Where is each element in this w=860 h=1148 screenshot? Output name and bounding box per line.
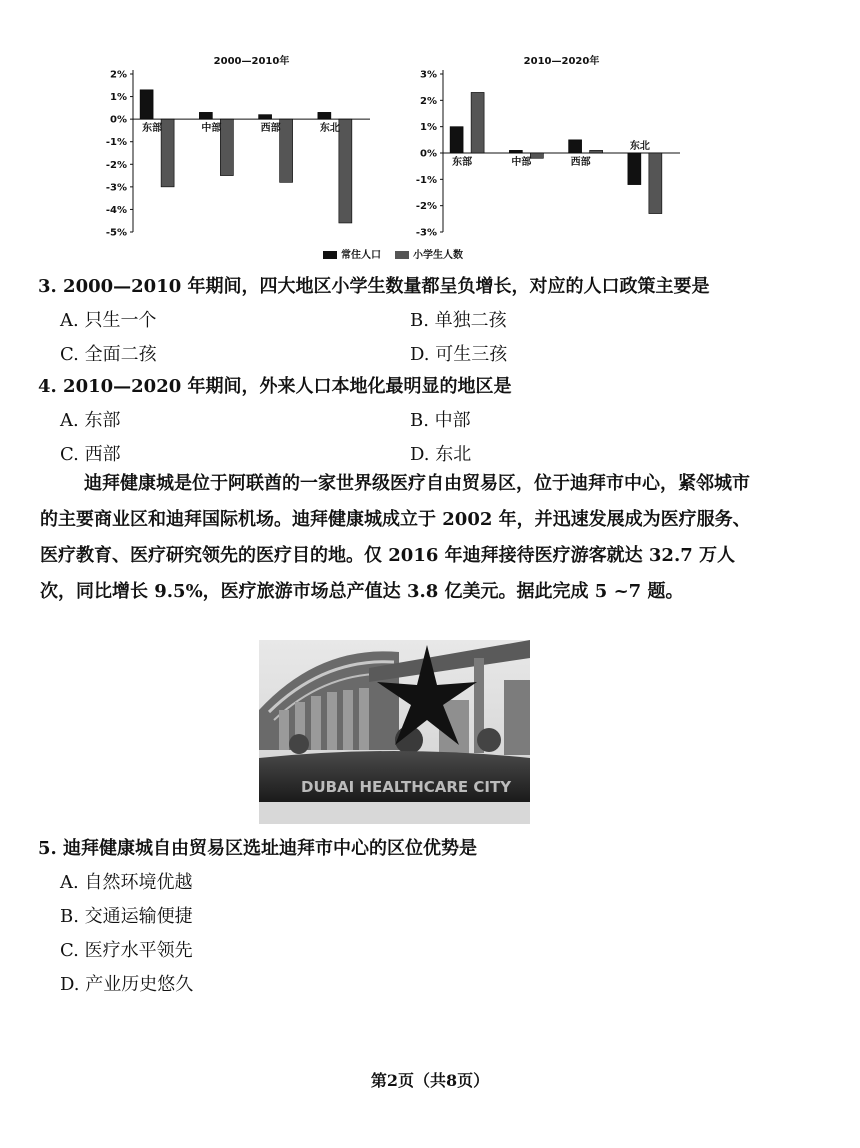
question-3-stem: 3. 2000—2010 年期间，四大地区小学生数量都呈负增长，对应的人口政策主要是	[38, 276, 710, 297]
category-label-west: 西部	[260, 123, 281, 135]
legend-label-pupils: 小学生人数	[413, 250, 463, 261]
bar-northeast-resident	[628, 153, 641, 185]
y-tick-label: -1%	[105, 137, 127, 149]
bar-central-pupils	[530, 153, 543, 158]
y-tick-label: -4%	[105, 204, 127, 216]
bar-east-pupils	[471, 92, 484, 153]
y-tick-label: -2%	[105, 159, 127, 171]
chart-title: 2010—2020年	[523, 56, 600, 67]
y-tick-label: 1%	[110, 92, 127, 104]
dubai-healthcare-city-photo	[259, 640, 530, 824]
q3-option-d[interactable]: D. 可生三孩	[410, 344, 508, 365]
q4-option-d[interactable]: D. 东北	[410, 444, 472, 465]
y-tick-label: 2%	[420, 95, 437, 107]
q5-option-a[interactable]: A. 自然环境优越	[60, 872, 193, 893]
question-4-stem: 4. 2010—2020 年期间，外来人口本地化最明显的地区是	[38, 376, 512, 397]
y-tick-label: -3%	[415, 227, 437, 239]
chart-2000-2010	[95, 52, 380, 242]
y-tick-label: -1%	[415, 174, 437, 186]
bar-northeast-pupils	[339, 119, 352, 223]
bar-northeast-pupils	[649, 153, 662, 214]
q5-option-c[interactable]: C. 医疗水平领先	[60, 940, 193, 961]
bar-west-resident	[259, 115, 272, 120]
category-label-northeast: 东北	[629, 141, 650, 152]
bar-northeast-resident	[318, 112, 331, 119]
legend-swatch-resident	[323, 251, 337, 259]
q3-option-a[interactable]: A. 只生一个	[60, 310, 157, 331]
q4-option-b[interactable]: B. 中部	[410, 410, 471, 431]
chart-2000-2010-svg	[95, 52, 380, 242]
y-tick-label: -3%	[105, 182, 127, 194]
chart-title: 2000—2010年	[213, 56, 290, 67]
bar-east-pupils	[161, 119, 174, 187]
bar-central-resident	[509, 150, 522, 153]
y-tick-label: 2%	[110, 69, 127, 81]
y-tick-label: -5%	[105, 227, 127, 239]
q3-option-c[interactable]: C. 全面二孩	[60, 344, 157, 365]
category-label-northeast: 东北	[319, 123, 340, 135]
q5-option-d[interactable]: D. 产业历史悠久	[60, 974, 194, 995]
category-label-east: 东部	[142, 123, 163, 135]
y-tick-label: 0%	[420, 148, 437, 160]
category-label-central: 中部	[511, 157, 532, 168]
legend-item-resident	[323, 246, 381, 261]
photo-sign-text: DUBAI HEALTHCARE CITY	[301, 778, 512, 796]
q4-option-c[interactable]: C. 西部	[60, 444, 121, 465]
legend-item-pupils	[395, 246, 463, 261]
legend-swatch-pupils	[395, 251, 409, 259]
bar-central-resident	[199, 112, 212, 119]
q4-option-a[interactable]: A. 东部	[60, 410, 121, 431]
category-label-west: 西部	[570, 157, 591, 168]
bar-west-resident	[569, 140, 582, 153]
y-tick-label: 3%	[420, 69, 437, 81]
bar-east-resident	[140, 90, 153, 119]
y-tick-label: 1%	[420, 122, 437, 134]
photo-illustration	[259, 640, 530, 824]
y-tick-label: -2%	[415, 201, 437, 213]
chart-2010-2020-svg	[405, 52, 690, 242]
q5-option-b[interactable]: B. 交通运输便捷	[60, 906, 193, 927]
bar-central-pupils	[220, 119, 233, 175]
bar-east-resident	[450, 127, 463, 153]
passage-text: 迪拜健康城是位于阿联酋的一家世界级医疗自由贸易区，位于迪拜市中心，紧邻城市的主要商业区和迪拜国际机场。迪拜健康城成立于 2002 年，并迅速发展成为医疗服务、医疗教育、医疗研究领先的医疗目的地。仅 2016 年迪拜接待医疗游客就达 32.7 万人次，同比增长 9.5%，医疗旅游市场总产值达 3.8 亿美元。据此完成 5 ~7 题。	[40, 473, 751, 602]
chart-legend	[323, 246, 463, 261]
category-label-central: 中部	[201, 123, 222, 135]
bar-west-pupils	[590, 150, 603, 153]
y-tick-label: 0%	[110, 114, 127, 126]
page-number: 第2页（共8页）	[370, 1071, 490, 1090]
question-5-stem: 5. 迪拜健康城自由贸易区选址迪拜市中心的区位优势是	[38, 838, 478, 859]
q3-option-b[interactable]: B. 单独二孩	[410, 310, 507, 331]
chart-2010-2020	[405, 52, 690, 242]
category-label-east: 东部	[452, 157, 473, 168]
bar-west-pupils	[280, 119, 293, 182]
legend-label-resident: 常住人口	[341, 250, 381, 261]
